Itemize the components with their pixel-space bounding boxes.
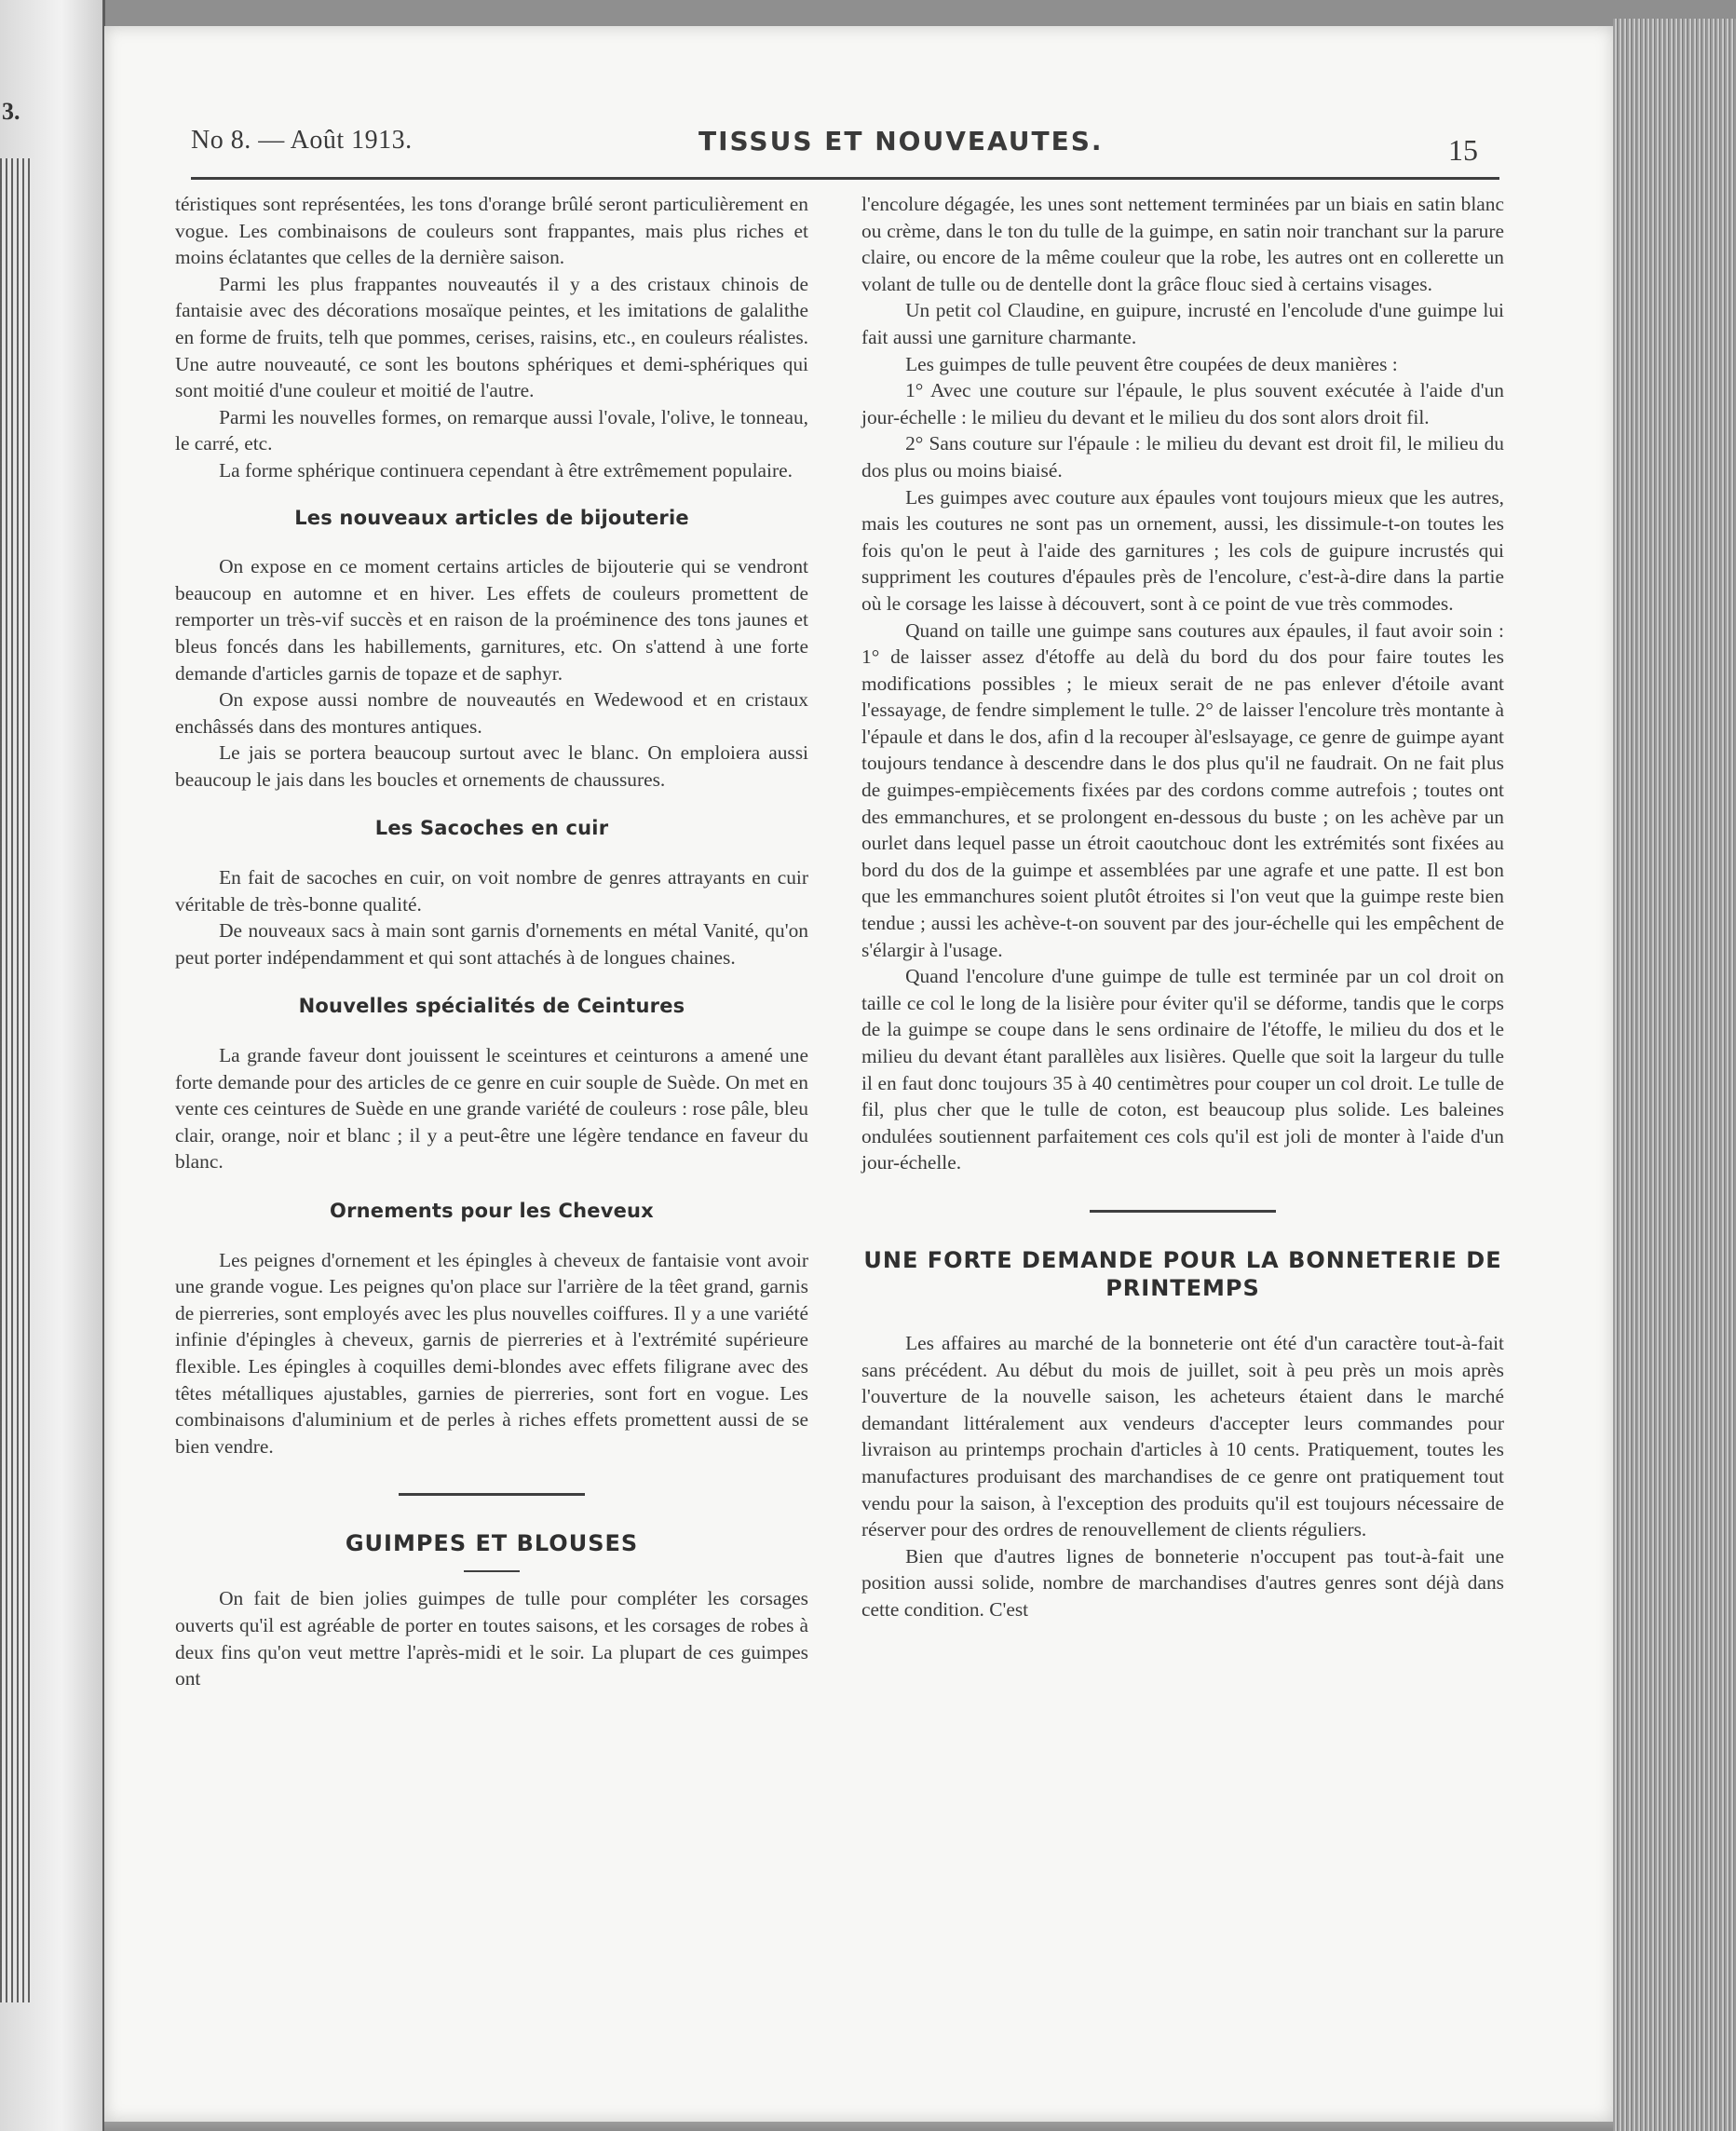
paragraph: La grande faveur dont jouissent le sceintures et ceinturons a amené une forte demande pour des articles de ce genre en cuir souple de Suède. On met en vente ces ceintures de Suède en une grande variété de couleurs : rose pâle, bleu clair, orange, noir et blanc ; il y a peut-être une légère tendance en faveur du blanc.: [175, 1044, 808, 1174]
section-heading-ceintures: Nouvelles spécialités de Ceintures: [298, 995, 685, 1018]
numbered-paragraph: 2° Sans couture sur l'épaule : le milieu du devant est droit fil, le milieu du dos plus ou moins biaisé.: [861, 432, 1504, 482]
paragraph: On fait de bien jolies guimpes de tulle pour compléter les corsages ouverts qu'il est agréable de porter en toutes saisons, et les corsages de robes à deux fins qu'on veut mettre l'après-midi et le soir. La plupart de ces guimpes ont: [175, 1587, 808, 1690]
paragraph: Les affaires au marché de la bonneterie ont été d'un caractère tout-à-fait sans précédent. Au début du mois de juillet, soit à peu près un mois après l'ouverture de la nouvelle saison, les acheteurs étaient dans le marché demandant littéralement aux vendeurs d'accepter leurs commandes pour livraison au printemps prochain d'articles à 10 cents. Pratiquement, toutes les manufactures produisant des marchandises de ce genre ont pratiquement tout vendu pour la saison, à l'exception des produits qu'il est toujours nécessaire de réserver pour des ordres de renouvellement de clients réguliers.: [861, 1331, 1504, 1541]
paragraph: Parmi les nouvelles formes, on remarque aussi l'ovale, l'olive, le tonneau, le carré, etc.: [175, 405, 808, 455]
running-header: [191, 116, 1495, 172]
section-heading-cheveux: Ornements pour les Cheveux: [330, 1200, 654, 1222]
left-column: [175, 191, 808, 1692]
paragraph: En fait de sacoches en cuir, on voit nombre de genres attrayants en cuir véritable de très-bonne qualité.: [175, 866, 808, 916]
section-divider: [1090, 1210, 1276, 1213]
article-title-bonneterie: UNE FORTE DEMANDE POUR LA BONNETERIE DE PRINTEMPS: [863, 1246, 1502, 1301]
section-divider: [399, 1493, 585, 1496]
paragraph: Les peignes d'ornement et les épingles à cheveux de fantaisie vont avoir une grande vogue. Les peignes qu'on place sur l'arrière de la têet grand, garnis de pierreries, sont employés avec les plus nouvelles coiffures. Il y a une variété infinie d'épingles à cheveux, garnis de pierreries et à l'extrémité supérieure flexible. Les épingles à coquilles demi-blondes avec effets filigrane avec des têtes métalliques ajustables, garnies de pierreries, sont fort en vogue. Les combinaisons d'aluminium et de perles à riches effets promettent aussi de se bien vendre.: [175, 1248, 808, 1458]
article-title-guimpes: GUIMPES ET BLOUSES: [345, 1530, 639, 1557]
paragraph: On expose en ce moment certains articles de bijouterie qui se vendront beaucoup en automne et en hiver. Les effets de couleurs promettent de remporter un très-vif succès et en raison de la proéminence des tons jaunes et bleus foncés dans les habillements, garnitures, etc. On s'attend à une forte demande d'articles garnis de topaze et de saphyr.: [175, 555, 808, 685]
paragraph: Bien que d'autres lignes de bonneterie n'occupent pas tout-à-fait une position aussi solide, nombre de marchandises d'autres genres sont déjà dans cette condition. C'est: [861, 1544, 1504, 1621]
section-heading-bijouterie: Les nouveaux articles de bijouterie: [294, 506, 689, 529]
title-underline: [464, 1570, 520, 1572]
page-number: 15: [1448, 133, 1478, 167]
left-page-number-fragment: 3.: [2, 98, 20, 125]
paragraph: Parmi les plus frappantes nouveautés il y a des cristaux chinois de fantaisie avec des décorations mosaïque peintes, et les imitations de galalithe en forme de fruits, telh que pommes, cerises, raisins, etc., en couleurs réalistes. Une autre nouveauté, ce sont les boutons sphériques et demi-sphériques qui sont moitié d'une couleur et moitié de l'autre.: [175, 272, 808, 402]
paragraph: Les guimpes de tulle peuvent être coupées de deux manières :: [905, 352, 1398, 375]
paragraph: Un petit col Claudine, en guipure, incrusté en l'encolude d'une guimpe lui fait aussi une garniture charmante.: [861, 299, 1504, 348]
paragraph: De nouveaux sacs à main sont garnis d'ornements en métal Vanité, qu'on peut porter indépendamment et qui sont attachés à de longues chaines.: [175, 919, 808, 969]
journal-title: TISSUS ET NOUVEAUTES.: [698, 126, 1104, 156]
paragraph: La forme sphérique continuera cependant à être extrêmement populaire.: [219, 458, 793, 482]
section-heading-sacoches: Les Sacoches en cuir: [374, 817, 609, 840]
page-stack-edge: [1613, 19, 1736, 2131]
numbered-paragraph: 1° Avec une couture sur l'épaule, le plus souvent exécutée à l'aide d'un jour-échelle : le milieu du devant et le milieu du dos sont alors droit fil.: [861, 379, 1504, 428]
right-column: [861, 191, 1504, 1623]
header-rule: [191, 177, 1499, 180]
left-page-border-lines: [0, 158, 32, 2002]
paragraph: Quand l'encolure d'une guimpe de tulle est terminée par un col droit on taille ce col le long de la lisière pour éviter qu'il se déforme, tandis que le corps de la guimpe se coupe dans le sens ordinaire de l'étoffe, le milieu du dos et le milieu du devant étant parallèles aux lisières. Quelle que soit la largeur du tulle il en faut donc toujours 35 à 40 centimètres pour couper un col droit. Le tulle de fil, plus cher que le tulle de coton, est beaucoup plus solide. Les baleines ondulées soutiennent parfaitement ces cols qu'il est joli de monter à l'aide d'un jour-échelle.: [861, 965, 1504, 1174]
paragraph: Quand on taille une guimpe sans coutures aux épaules, il faut avoir soin : 1° de laisser assez d'étoffe au delà du bord du dos pour faire toutes les modifications possibles ; le mieux serait de ne pas enlever d'étoile avant l'essayage, de fendre simplement le tulle. 2° de laisser l'encolure très montante à l'épaule et dans le dos, afin d la recouper àl'eslsayage, ce genre de guimpe ayant toujours tendance à descendre dans le dos plus qu'il ne faudrait. On ne fait plus de guimpes-empiècements fixées par des cordons comme autrefois ; toutes ont des emmanchures, et se prolongent en-dessous du buste ; on les achève par un ourlet dans lequel passe un étroit caoutchouc dont les extrémités sont fixées au bord du dos de la guimpe et assemblées par une agrafe et une patte. Il est bon que les emmanchures soient plutôt étroites si l'on veut que la guimpe reste bien tendue ; aussi les achève-t-on souvent par des jour-échelle qui les empêchent de s'élargir à l'usage.: [861, 618, 1504, 961]
left-page-edge: [0, 0, 105, 2131]
paragraph: Le jais se portera beaucoup surtout avec le blanc. On emploiera aussi beaucoup le jais dans les boucles et ornements de chaussures.: [175, 741, 808, 791]
issue-date: No 8. — Août 1913.: [191, 126, 413, 155]
paragraph: l'encolure dégagée, les unes sont nettement terminées par un biais en satin blanc ou crème, dans le ton du tulle de la guimpe, en satin noir tranchant sur la parure claire, ou encore de la même couleur que la robe, les autres ont en collerette un volant de tulle ou de dentelle dont la grâce flouc sied à certains visages.: [861, 193, 1504, 295]
paragraph: téristiques sont représentées, les tons d'orange brûlé seront particulièrement en vogue. Les combinaisons de couleurs sont frappantes, mais plus riches et moins éclatantes que celles de la dernière saison.: [175, 193, 808, 269]
paragraph: Les guimpes avec couture aux épaules vont toujours mieux que les autres, mais les coutures ne sont pas un ornement, aussi, les dissimule-t-on toutes les fois qu'on le peut à l'aide des garnitures ; les cols de guipure incrustés qui suppriment les coutures d'épaules près de l'encolure, c'est-à-dire dans la partie où le corsage les laisse à découvert, sont à ce point de vue très commodes.: [861, 485, 1504, 615]
paragraph: On expose aussi nombre de nouveautés en Wedewood et en cristaux enchâssés dans des montures antiques.: [175, 688, 808, 738]
